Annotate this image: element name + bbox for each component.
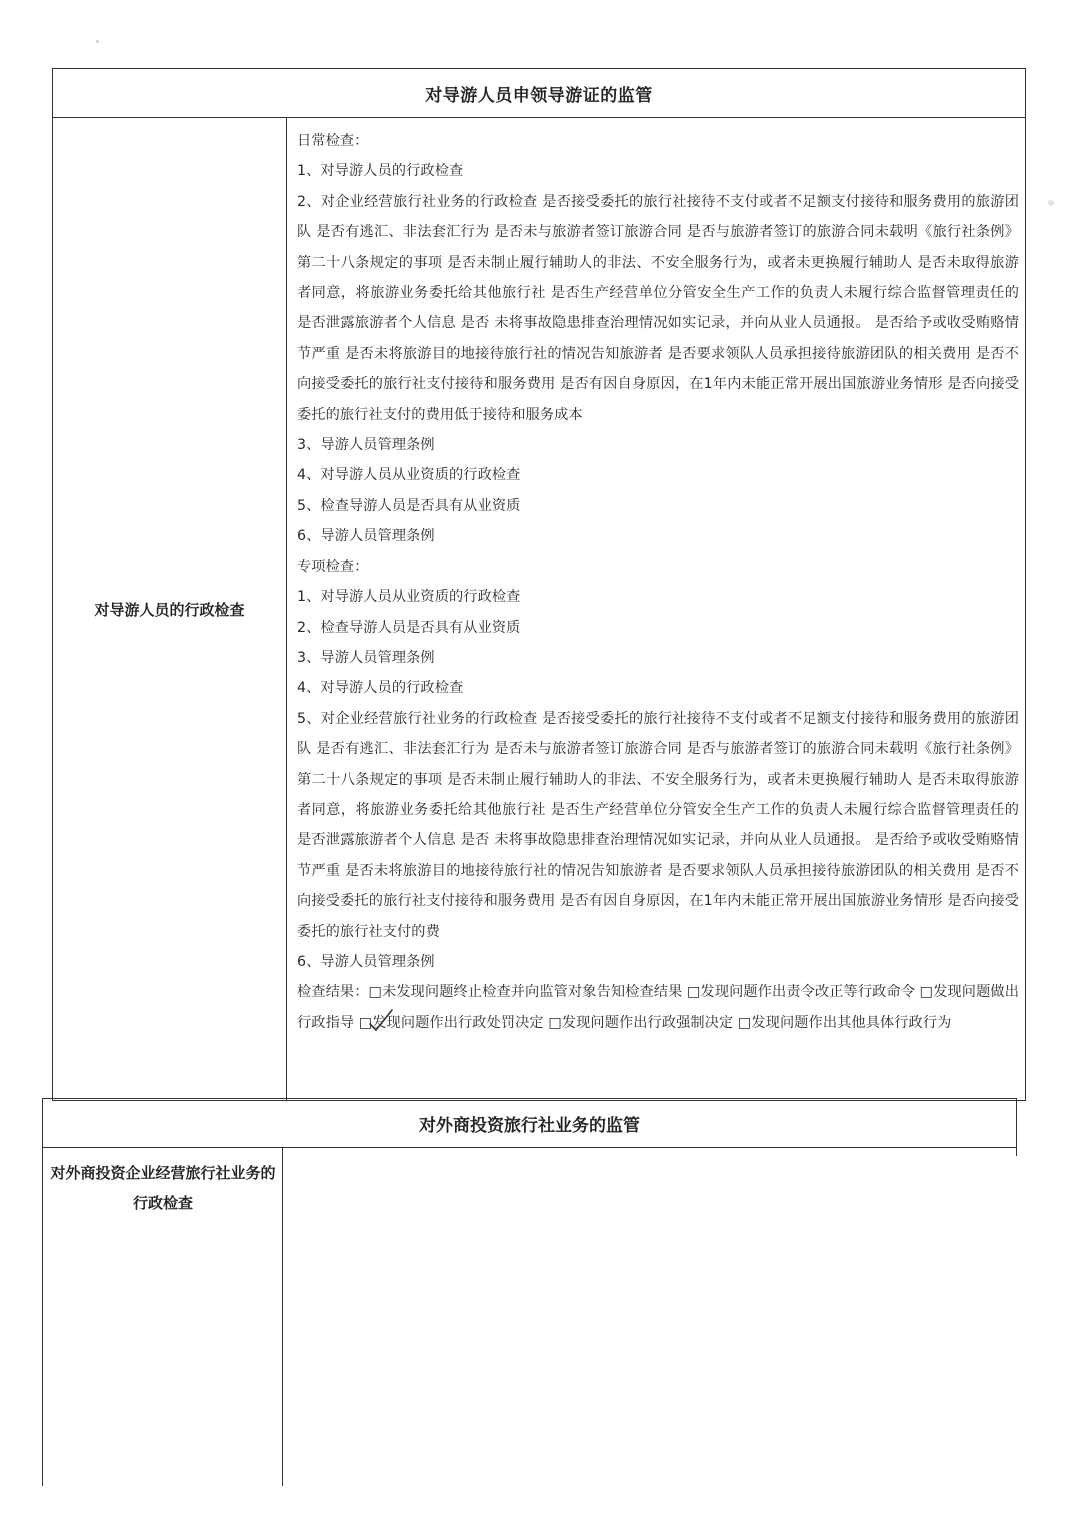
content-line: 2、检查导游人员是否具有从业资质 [297, 619, 521, 636]
content-line: 4、对导游人员从业资质的行政检查 [297, 467, 521, 484]
inspection-content [287, 118, 1025, 1100]
content-line: 专项检查： [297, 558, 369, 575]
content-line: 3、导游人员管理条例 [297, 437, 435, 454]
section-title: 对导游人员申领导游证的监管 [53, 69, 1025, 118]
content-line: 3、导游人员管理条例 [297, 649, 435, 666]
content-line: 2、对企业经营旅行社业务的行政检查 是否接受委托的旅行社接待不支付或者不足额支付接待和服务费用的旅游团队 是否有逃汇、非法套汇行为 是否未与旅游者签订旅游合同 是否与旅游者签订的旅游合同未载明《旅行社条例》第二十八条规定的事项 是否未制止履行辅助人的非法、不安全服务行为，或者未更换履行辅助人 是否未取得旅游者同意，将旅游业务委托给其他旅行社 是否生产经营单位分管安全生产工作的负责人未履行综合监督管理责任的 是否泄露旅游者个人信息 是否 未将事故隐患排查治理情况如实记录，并向从业人员通报。 是否给予或收受贿赂情节严重 是否未将旅游目的地接待旅行社的情况告知旅游者 是否要求领队人员承担接待旅游团队的相关费用 是否不向接受委托的旅行社支付接待和服务费用 是否有因自身原因，在1年内未能正常开展出国旅游业务情形 是否向接受委托的旅行社支付的费用低于接待和服务成本 [297, 193, 1019, 423]
row-label: 对导游人员的行政检查 [53, 118, 287, 1100]
content-line: 1、对导游人员从业资质的行政检查 [297, 589, 521, 606]
content-line: 5、对企业经营旅行社业务的行政检查 是否接受委托的旅行社接待不支付或者不足额支付接待和服务费用的旅游团队 是否有逃汇、非法套汇行为 是否未与旅游者签订旅游合同 是否与旅游者签订的旅游合同未载明《旅行社条例》第二十八条规定的事项 是否未制止履行辅助人的非法、不安全服务行为，或者未更换履行辅助人 是否未取得旅游者同意，将旅游业务委托给其他旅行社 是否生产经营单位分管安全生产工作的负责人未履行综合监督管理责任的 是否泄露旅游者个人信息 是否 未将事故隐患排查治理情况如实记录，并向从业人员通报。 是否给予或收受贿赂情节严重 是否未将旅游目的地接待旅行社的情况告知旅游者 是否要求领队人员承担接待旅游团队的相关费用 是否不向接受委托的旅行社支付接待和服务费用 是否有因自身原因，在1年内未能正常开展出国旅游业务情形 是否向接受委托的旅行社支付的费 [297, 710, 1019, 940]
content-line: 日常检查： [297, 133, 369, 149]
content-line: 1、对导游人员的行政检查 [297, 163, 464, 180]
row-label: 对外商投资企业经营旅行社业务的行政检查 [50, 1164, 276, 1212]
scan-speck [96, 40, 99, 43]
content-line: 5、检查导游人员是否具有从业资质 [297, 497, 521, 514]
inspection-result-line: 检查结果：□未发现问题终止检查并向监管对象告知检查结果 □发现问题作出责令改正等行政命令 □发现问题做出行政指导 □发现问题作出行政处罚决定 □发现问题作出行政强制决定 □发现问题作出其他具体行政行为 [297, 984, 1019, 1031]
supervision-table-guide-license [52, 68, 1026, 1101]
supervision-table-foreign-investment [42, 1098, 1017, 1490]
table-border [282, 1148, 283, 1486]
content-line: 6、导游人员管理条例 [297, 953, 435, 970]
scan-speck [1048, 200, 1054, 206]
handwritten-check-icon [364, 1006, 404, 1036]
table-border [1016, 1148, 1017, 1156]
table-row [53, 118, 1025, 1100]
content-line: 6、导游人员管理条例 [297, 528, 435, 545]
section-title: 对外商投资旅行社业务的监管 [42, 1098, 1017, 1148]
table-border [42, 1148, 43, 1486]
content-line: 4、对导游人员的行政检查 [297, 680, 464, 697]
